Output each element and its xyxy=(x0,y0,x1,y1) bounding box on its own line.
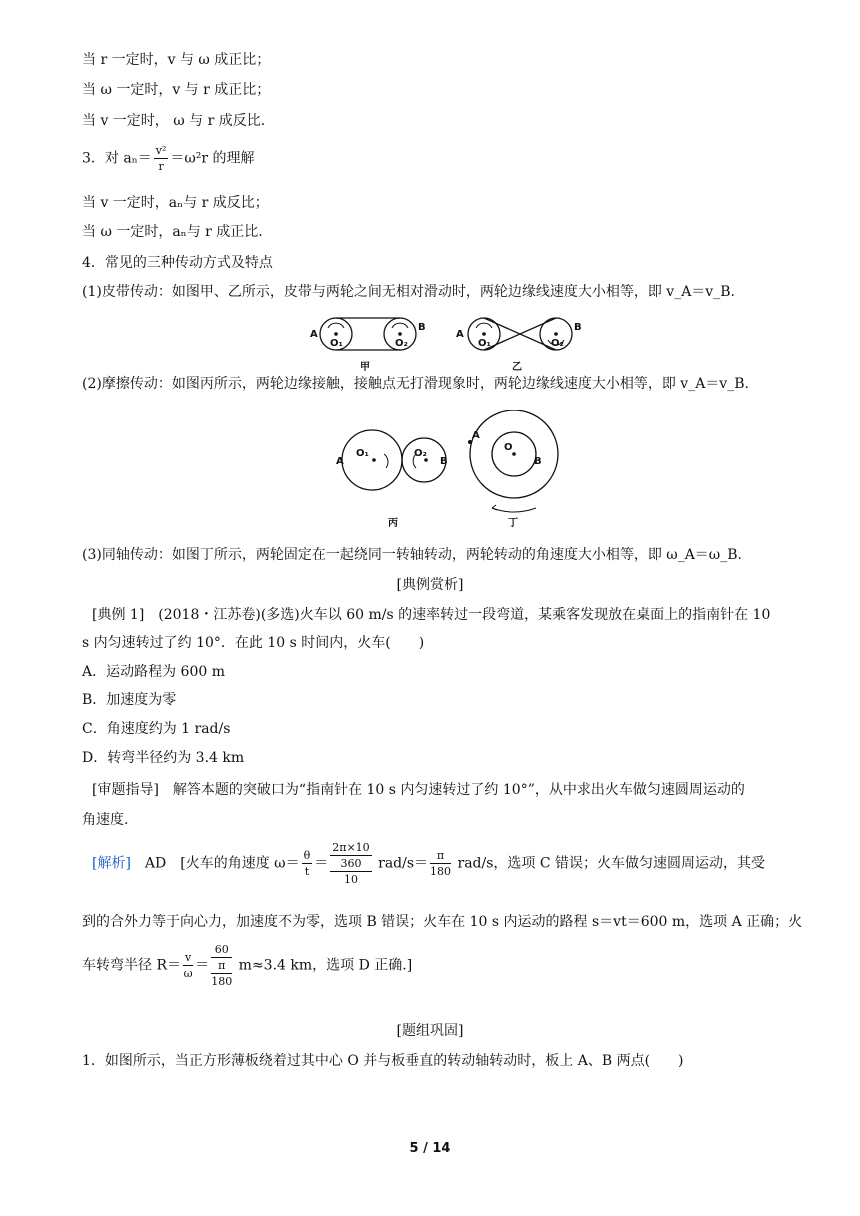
svg-text:丙: 丙 xyxy=(388,518,398,529)
nested-fraction: 60 π 180 xyxy=(211,943,233,988)
analysis-line xyxy=(92,840,765,887)
svg-text:O: O xyxy=(504,442,513,453)
text-segment: 3．对 aₙ＝ xyxy=(82,150,152,167)
text-segment: m≈3.4 km，选项 D 正确.] xyxy=(234,957,413,974)
analysis-line: 到的合外力等于向心力，加速度不为零，选项 B 错误；火车在 10 s 内运动的路程 s＝vt＝600 m，选项 A 正确；火 xyxy=(82,914,803,930)
guide-line: 角速度. xyxy=(82,812,129,828)
text-line: 当 ω 一定时，aₙ与 r 成正比. xyxy=(82,224,263,240)
option-c: C．角速度约为 1 rad/s xyxy=(82,721,231,737)
svg-text:A: A xyxy=(336,456,344,467)
svg-text:O₂: O₂ xyxy=(551,338,564,349)
text-segment: rad/s，选项 C 错误；火车做匀速圆周运动，其受 xyxy=(453,855,766,872)
text-line: 4．常见的三种传动方式及特点 xyxy=(82,255,273,271)
svg-text:O₁: O₁ xyxy=(356,448,369,459)
svg-text:B: B xyxy=(574,322,582,333)
svg-text:O₂: O₂ xyxy=(395,338,408,349)
example-line: s 内匀速转过了约 10°．在此 10 s 时间内，火车( ) xyxy=(82,635,425,651)
svg-text:O₁: O₁ xyxy=(330,338,343,349)
text-line: (2)摩擦传动：如图丙所示，两轮边缘接触，接触点无打滑现象时，两轮边缘线速度大小相等，即 v_A＝v_B. xyxy=(82,376,749,392)
analysis-line xyxy=(82,942,412,989)
text-segment: ＝ xyxy=(195,957,210,974)
fraction: $\frac{\theta}{t}$ xyxy=(303,849,311,878)
text-line: 当 ω 一定时，v 与 r 成正比； xyxy=(82,82,271,98)
section-title: [题组巩固] xyxy=(396,1023,464,1039)
guide-line: [审题指导] 解答本题的突破口为“指南针在 10 s 内匀速转过了约 10°”，从中求出火车做匀速圆周运动的 xyxy=(92,782,745,798)
belt-drive-figures xyxy=(300,310,590,376)
nested-fraction: 2π×10 360 10 xyxy=(332,841,370,886)
option-b: B．加速度为零 xyxy=(82,692,177,708)
text-segment: ＝ω²r 的理解 xyxy=(170,150,255,167)
svg-text:O₂: O₂ xyxy=(414,448,427,459)
formula-line xyxy=(82,143,255,174)
text-segment: ＝ xyxy=(314,855,329,872)
example-line: [典例 1] (2018・江苏卷)(多选)火车以 60 m/s 的速率转过一段弯道，某乘客发现放在桌面上的指南针在 10 xyxy=(92,607,771,623)
friction-coaxial-figures xyxy=(330,410,570,536)
section-title: [典例赏析] xyxy=(396,577,464,593)
svg-text:B: B xyxy=(534,456,542,467)
text-line: 当 v 一定时， ω 与 r 成反比. xyxy=(82,113,266,129)
svg-text:B: B xyxy=(440,456,448,467)
option-a: A．运动路程为 600 m xyxy=(82,664,226,680)
svg-text:乙: 乙 xyxy=(512,362,522,373)
question-line: 1．如图所示，当正方形薄板绕着过其中心 O 并与板垂直的转动轴转动时，板上 A、B 两点( ) xyxy=(82,1053,684,1069)
fraction: $\frac{v}{\omega}$ xyxy=(183,951,193,980)
fraction: $\frac{\pi}{180}$ xyxy=(430,849,452,878)
text-segment: AD [火车的角速度 ω＝ xyxy=(130,855,300,872)
text-segment: 车转弯半径 R＝ xyxy=(82,957,181,974)
page-number: 5 / 14 xyxy=(409,1141,451,1156)
svg-text:A: A xyxy=(310,329,318,340)
text-line: 当 v 一定时，aₙ与 r 成反比； xyxy=(82,195,269,211)
option-d: D．转弯半径约为 3.4 km xyxy=(82,750,245,766)
svg-text:丁: 丁 xyxy=(508,518,518,529)
svg-text:甲: 甲 xyxy=(360,362,370,373)
svg-text:B: B xyxy=(418,322,426,333)
text-line: (3)同轴传动：如图丁所示，两轮固定在一起绕同一转轴转动，两轮转动的角速度大小相等，即 ω_A＝ω_B. xyxy=(82,547,742,563)
svg-text:O₁: O₁ xyxy=(478,338,491,349)
text-line: (1)皮带传动：如图甲、乙所示，皮带与两轮之间无相对滑动时，两轮边缘线速度大小相等，即 v_A＝v_B. xyxy=(82,284,735,300)
svg-text:A: A xyxy=(472,430,480,441)
text-line: 当 r 一定时，v 与 ω 成正比； xyxy=(82,52,271,68)
svg-text:A: A xyxy=(456,329,464,340)
fraction: $\frac{\text{v²}}{r}$ xyxy=(155,144,167,173)
analysis-tag: [解析] xyxy=(92,855,131,872)
text-segment: rad/s＝ xyxy=(373,855,429,872)
